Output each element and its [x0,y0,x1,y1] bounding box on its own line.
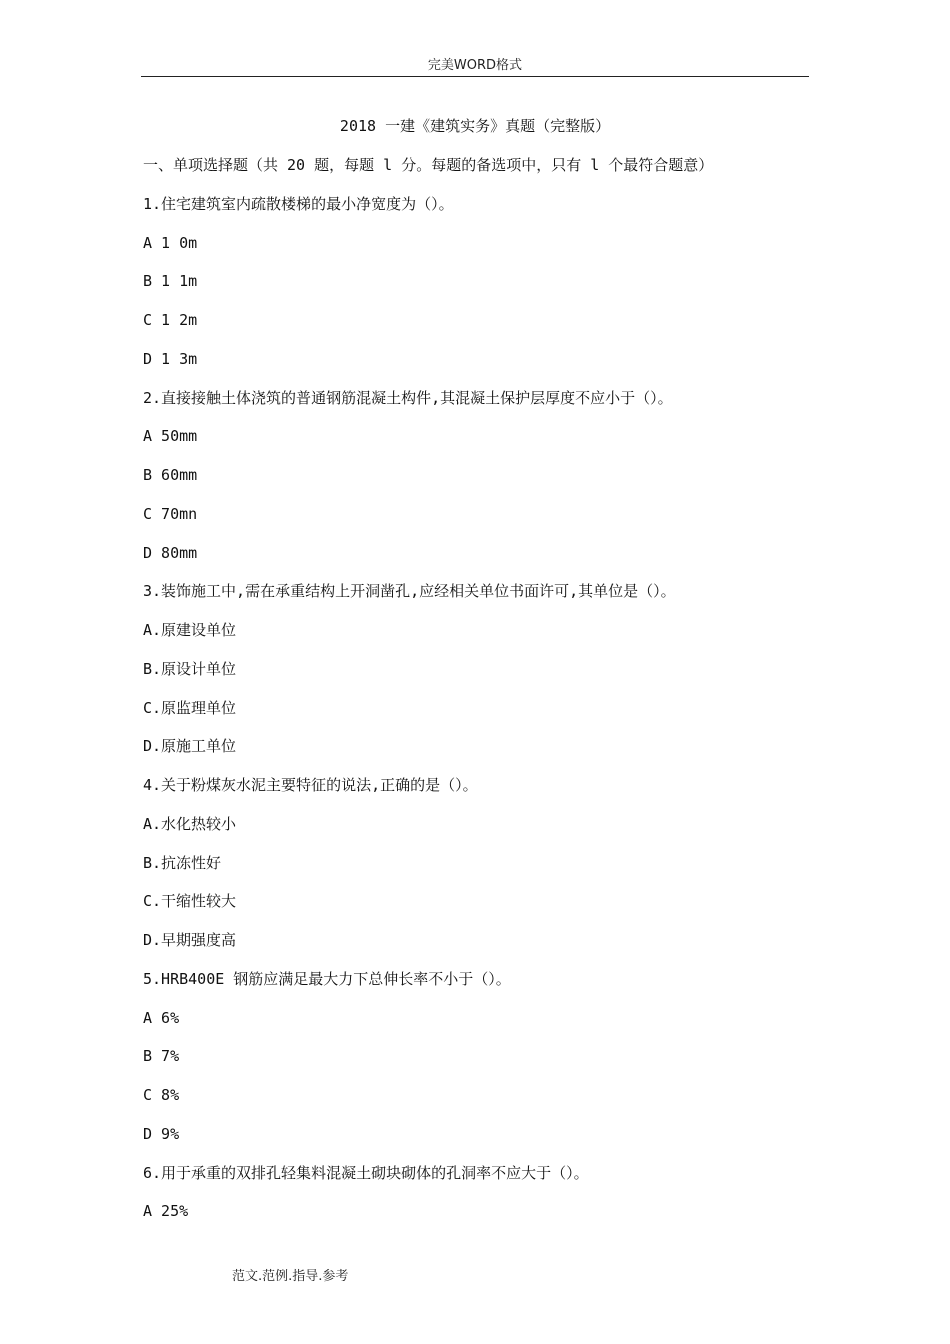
answer-option: C 8% [143,1086,180,1104]
answer-option: C.干缩性较大 [143,892,237,911]
answer-option: D.早期强度高 [143,931,237,949]
question-stem: 1.住宅建筑室内疏散楼梯的最小净宽度为（）。 [143,194,454,213]
document-title: 2018 一建《建筑实务》真题（完整版） [339,117,611,135]
answer-option: B 60mm [143,466,198,484]
question-stem: 4.关于粉煤灰水泥主要特征的说法,正确的是（）。 [143,776,478,794]
page-header: 完美WORD格式 [427,58,523,73]
question-stem: 3.装饰施工中,需在承重结构上开洞凿孔,应经相关单位书面许可,其单位是（）。 [143,582,676,601]
page-footer: 范文.范例.指导.参考 [232,1269,349,1284]
answer-option: A.水化热较小 [143,814,237,833]
answer-option: A.原建设单位 [143,621,237,639]
answer-option: A 25% [143,1202,189,1221]
answer-option: C 70mn [143,504,198,523]
section-heading: 一、单项选择题（共 20 题，每题 l 分。每题的备选项中，只有 l 个最符合题意） [143,156,714,174]
answer-option: C 1 2m [143,311,198,329]
answer-option: A 6% [143,1008,180,1027]
question-stem: 5.HRB400E 钢筋应满足最大力下总伸长率不小于（）。 [143,969,511,988]
answer-option: B 1 1m [143,272,198,291]
document-body [143,155,823,1240]
answer-option: D 9% [143,1124,180,1143]
answer-option: D.原施工单位 [143,737,237,756]
answer-option: C.原监理单位 [143,698,237,717]
question-stem: 6.用于承重的双排孔轻集料混凝土砌块砌体的孔洞率不应大于（）。 [143,1163,589,1182]
answer-option: D 1 3m [143,349,198,368]
answer-option: B.抗冻性好 [143,853,222,872]
answer-option: D 80mm [143,543,198,562]
answer-option: A 1 0m [143,233,198,252]
answer-option: A 50mm [143,427,198,446]
header-rule [141,76,809,77]
answer-option: B.原设计单位 [143,659,237,678]
answer-option: B 7% [143,1047,180,1066]
question-stem: 2.直接接触土体浇筑的普通钢筋混凝土构件,其混凝土保护层厚度不应小于（）。 [143,388,673,407]
